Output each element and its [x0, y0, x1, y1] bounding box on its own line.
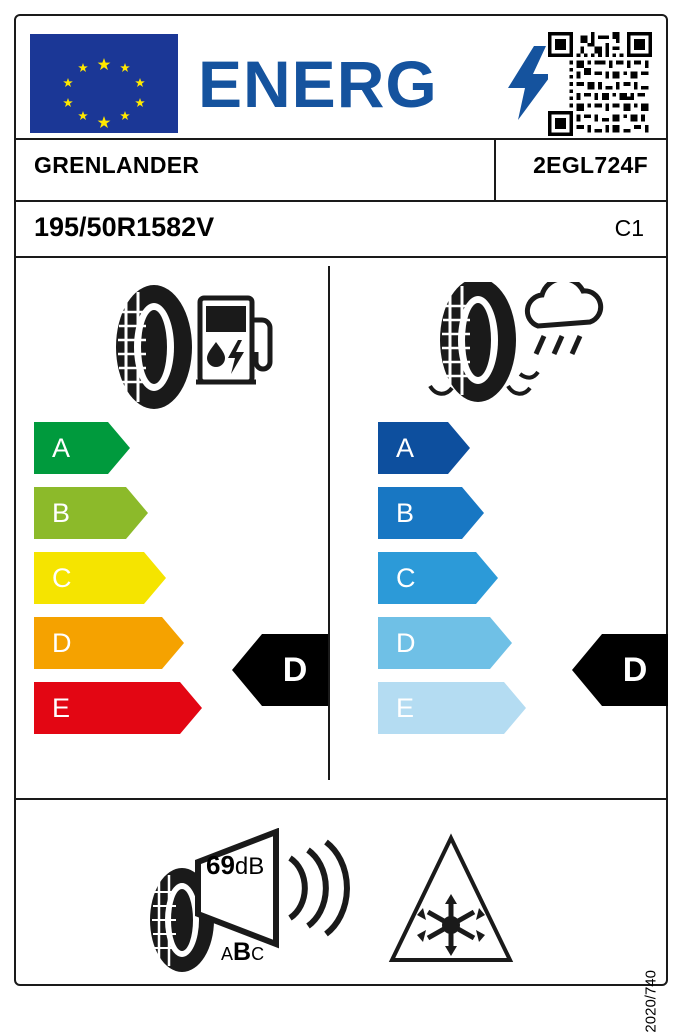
fuel-bar-c: [34, 552, 224, 604]
eu-flag-icon: [30, 34, 178, 133]
noise-class-scale: [221, 938, 264, 967]
fuel-bar-e: [34, 682, 224, 734]
fuel-grade-letter: C: [52, 563, 72, 593]
noise-value: [206, 850, 264, 881]
fuel-grade-letter: B: [52, 498, 71, 528]
wet-bar-a: [378, 422, 538, 474]
brand-name: GRENLANDER: [34, 152, 200, 178]
fuel-efficiency-scale: [34, 422, 224, 747]
fuel-efficiency-rating: [232, 634, 328, 706]
label-date: 2020/740: [643, 970, 660, 1033]
bottom-section: [16, 806, 666, 1033]
tyre-energy-label: [14, 14, 668, 1033]
divider-brand: [16, 200, 666, 202]
wet-grade-letter: E: [396, 693, 415, 723]
wet-rating-letter: D: [622, 651, 648, 689]
noise-class-a: A: [221, 944, 234, 964]
tyre-icon: [116, 285, 192, 409]
divider-header: [16, 138, 666, 140]
fuel-bar-d: [34, 617, 224, 669]
divider-grades: [16, 798, 666, 800]
wet-grade-letter: B: [396, 498, 415, 528]
speaker-icon: [198, 832, 347, 944]
tyre-class: C1: [614, 215, 644, 241]
fuel-grade-letter: D: [52, 628, 72, 658]
divider-size: [16, 256, 666, 258]
wet-grade-letter: D: [396, 628, 416, 658]
fuel-rating-letter: D: [282, 651, 308, 689]
tyre-icon: [440, 282, 516, 402]
divider-brand-sku: [494, 140, 496, 200]
fuel-efficiency-icon-group: [96, 282, 286, 417]
wet-grip-rating: [572, 634, 668, 706]
noise-db-unit: dB: [234, 853, 265, 880]
page-title: ENERG: [198, 47, 438, 121]
divider-columns: [328, 266, 330, 780]
wet-grade-letter: A: [396, 433, 415, 463]
grades-section: [16, 266, 666, 798]
fuel-drop-icon: [207, 340, 244, 374]
wet-grip-scale: [378, 422, 538, 747]
fuel-bar-b: [34, 487, 224, 539]
fuel-grade-letter: E: [52, 693, 71, 723]
wet-bar-e: [378, 682, 538, 734]
lightning-bolt-icon: [508, 46, 552, 125]
noise-db-number: 69: [206, 850, 235, 880]
fuel-bar-a: [34, 422, 224, 474]
fuel-grade-letter: A: [52, 433, 71, 463]
tyre-size: 195/50R1582V: [34, 212, 215, 242]
label-header: [16, 16, 666, 138]
wet-grade-letter: C: [396, 563, 416, 593]
rain-cloud-icon: [527, 282, 600, 354]
wet-bar-d: [378, 617, 538, 669]
snowflake-mountain-icon: [388, 832, 514, 973]
qr-code-icon: [548, 32, 652, 136]
wet-grip-icon-group: [416, 282, 616, 417]
wet-bar-b: [378, 487, 538, 539]
sku-code: 2EGL724F: [533, 152, 648, 178]
noise-class-b: B: [233, 938, 252, 966]
wet-bar-c: [378, 552, 538, 604]
noise-class-c: C: [251, 944, 265, 964]
